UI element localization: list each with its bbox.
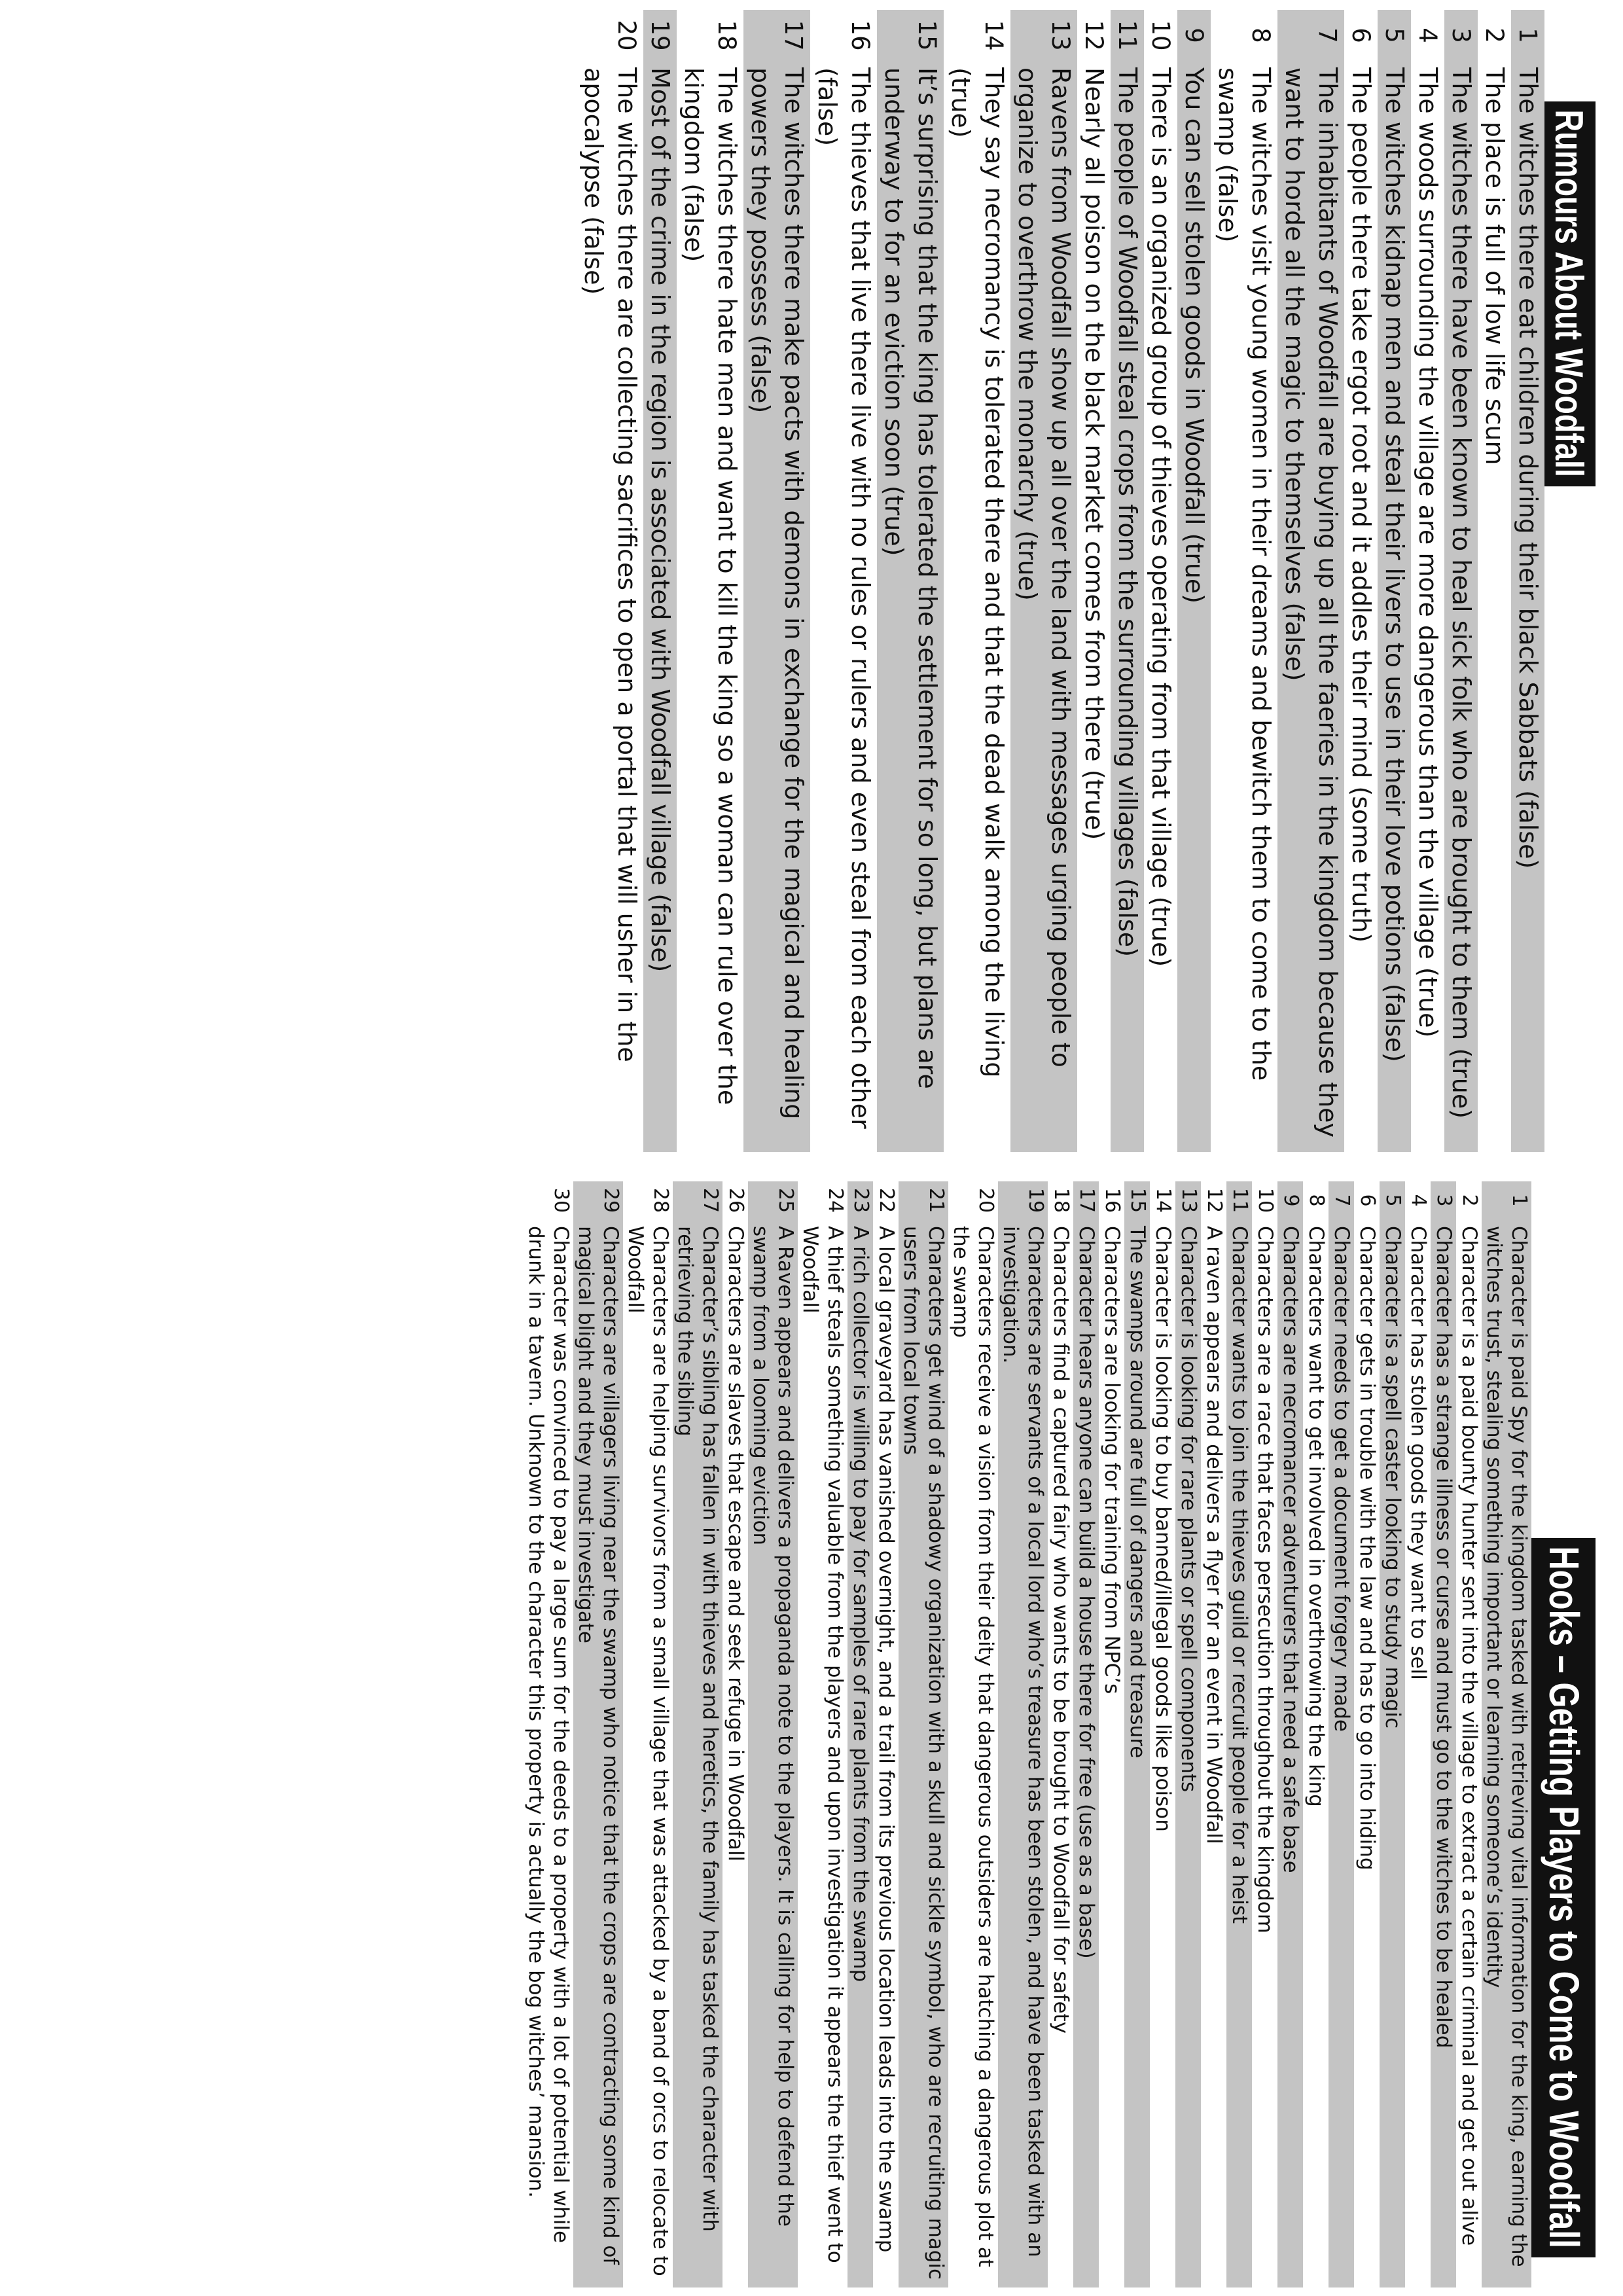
hook-row-text: Characters find a captured fairy who wants to be brought to Woodfall for safety <box>1049 1226 1073 2034</box>
hook-row-number: 4 <box>1407 1194 1430 1207</box>
hook-row-text: Character hears anyone can build a house there for free (use as a base) <box>1075 1226 1098 1959</box>
hook-row <box>1150 1181 1175 2287</box>
rumour-row-number: 12 <box>1080 20 1108 51</box>
hook-row <box>1482 1181 1531 2287</box>
hook-row-text: Character is paid Spy for the kingdom tasked with retrieving vital information for the king, earning the witches trust, stealing something important or learning someone’s identity <box>1482 1226 1531 2267</box>
hook-row <box>524 1181 573 2287</box>
hook-row-number: 6 <box>1356 1194 1379 1207</box>
hooks-list <box>524 1181 1531 2287</box>
rumour-row-text: The witches there are collecting sacrifices to open a portal that will usher in the apocalypse (false) <box>579 67 641 1062</box>
rumour-row-text: The witches visit young women in their dreams and bewitch them to come to the swamp (false) <box>1213 67 1275 1081</box>
rumour-row-text: The people there take ergot root and it addles their mind (some truth) <box>1347 67 1376 943</box>
rumour-row-number: 17 <box>779 20 808 51</box>
hook-row-number: 21 <box>925 1187 948 1213</box>
hook-row <box>623 1181 673 2287</box>
rumour-row-text: It’s surprising that the king has tolerated the settlement for so long, but plans are underway to for an eviction soon (true) <box>880 67 942 1089</box>
hook-row-text: Character’s sibling has fallen in with thieves and heretics, the family has tasked the character with retrieving the sibling <box>673 1226 722 2232</box>
rumour-row <box>1077 10 1111 1152</box>
rumour-row-number: 5 <box>1380 27 1408 43</box>
hook-row <box>798 1181 847 2287</box>
rumour-row <box>1010 10 1077 1152</box>
hook-row <box>1456 1181 1482 2287</box>
hook-row-text: Characters are slaves that escape and seek refuge in Woodfall <box>724 1226 747 1862</box>
rumour-row <box>1344 10 1378 1152</box>
hook-row <box>673 1181 722 2287</box>
rumour-row-text: The witches there have been known to heal sick folk who are brought to them (true) <box>1447 67 1476 1119</box>
rumour-row <box>677 10 743 1152</box>
rumour-row <box>1144 10 1177 1152</box>
hook-row <box>1303 1181 1329 2287</box>
hook-row-text: A raven appears and delivers a flyer for an event in Woodfall <box>1202 1226 1226 1844</box>
hook-row-number: 7 <box>1330 1194 1353 1207</box>
rumour-row-text: You can sell stolen goods in Woodfall (true) <box>1180 67 1209 604</box>
hook-row-number: 1 <box>1508 1194 1531 1207</box>
rumour-row <box>877 10 944 1152</box>
hook-row-number: 2 <box>1458 1194 1481 1207</box>
hook-row-text: A Raven appears and delivers a propaganda note to the players. It is calling for help to defend the swamp from a looming eviction <box>749 1226 797 2227</box>
hook-row <box>1354 1181 1380 2287</box>
hook-row-text: Character is looking for rare plants or spell components <box>1177 1226 1200 1793</box>
hook-row-text: Character wants to join the thieves guild or recruit people for a heist <box>1228 1226 1251 1924</box>
rumour-row-number: 20 <box>613 20 641 51</box>
hook-row <box>1073 1181 1099 2287</box>
hook-row-number: 17 <box>1075 1187 1098 1213</box>
hook-row-text: Character is looking to buy banned/illegal goods like poison <box>1151 1226 1175 1832</box>
hook-row-number: 13 <box>1177 1187 1200 1213</box>
rumour-row-number: 16 <box>846 20 874 51</box>
rumour-row <box>1378 10 1411 1152</box>
hook-row <box>1277 1181 1303 2287</box>
hook-row-text: Character was convinced to pay a large sum for the deeds to a property with a lot of potential while drunk in a tavern. Unknown to the character this property is actually the bog witches’ mansion. <box>524 1226 573 2244</box>
rumour-row-text: The thieves that live there live with no rules or rulers and even steal from each other (false) <box>813 67 875 1129</box>
hook-row-number: 3 <box>1433 1194 1455 1207</box>
rumour-row-number: 9 <box>1180 27 1208 43</box>
hook-row-text: Character gets in trouble with the law and has to go into hiding <box>1355 1226 1379 1871</box>
rumour-row <box>1277 10 1344 1152</box>
rumour-row-number: 2 <box>1480 27 1508 43</box>
rumour-row-number: 11 <box>1113 20 1141 51</box>
hook-row-text: Character has a strange illness or curse and must go to the witches to be healed <box>1432 1226 1455 2049</box>
hook-row-number: 14 <box>1152 1187 1175 1213</box>
rumour-row-text: The people of Woodfall steal crops from the surrounding villages (false) <box>1113 67 1142 957</box>
rumour-row-text: There is an organized group of thieves operating from that village (true) <box>1147 67 1175 967</box>
rumour-row <box>1211 10 1277 1152</box>
hook-row-number: 10 <box>1254 1187 1277 1213</box>
hook-row-number: 28 <box>649 1187 672 1213</box>
rumour-row <box>743 10 810 1152</box>
rumour-row-text: The witches there hate men and want to kill the king so a woman can rule over the kingdom (false) <box>679 67 741 1105</box>
rumour-row-text: Nearly all poison on the black market comes from there (true) <box>1080 67 1109 840</box>
hook-row <box>1099 1181 1124 2287</box>
rumour-row-number: 15 <box>913 20 941 51</box>
rumour-row <box>944 10 1010 1152</box>
hook-row <box>1252 1181 1277 2287</box>
hook-row-number: 5 <box>1382 1194 1404 1207</box>
hook-row-number: 19 <box>1024 1187 1047 1213</box>
rumour-row-text: The witches kidnap men and steal their livers to use in their love potions (false) <box>1380 67 1409 1062</box>
hook-row-text: Characters are necromancer adventurers that need a safe base <box>1279 1226 1302 1873</box>
hook-row <box>998 1181 1048 2287</box>
hook-row-text: Character is a spell caster looking to study magic <box>1381 1226 1404 1729</box>
hook-row-text: Characters are servants of a local lord who’s treasure has been stolen, and have been tasked with an investigation. <box>999 1226 1047 2257</box>
hook-row <box>1048 1181 1073 2287</box>
rumour-row-text: Ravens from Woodfall show up all over the land with messages urging people to organize to overthrow the monarchy (true) <box>1013 67 1075 1067</box>
rumour-row <box>1411 10 1444 1152</box>
hook-row-number: 23 <box>849 1187 872 1213</box>
rumour-row-number: 3 <box>1447 27 1475 43</box>
hook-row <box>873 1181 899 2287</box>
hooks-section <box>0 1181 1623 2287</box>
hook-row-number: 22 <box>875 1187 898 1213</box>
hook-row <box>748 1181 798 2287</box>
rumour-row <box>1511 10 1544 1152</box>
hook-row-text: Characters are helping survivors from a small village that was attacked by a band of orcs to relocate to Woodfall <box>624 1226 672 2276</box>
rumour-row <box>1478 10 1511 1152</box>
rumour-row-number: 7 <box>1313 27 1342 43</box>
hook-row-number: 11 <box>1228 1187 1251 1213</box>
hook-row-number: 15 <box>1126 1187 1149 1213</box>
hook-row-text: A rich collector is willing to pay for samples of rare plants from the swamp <box>849 1226 872 1982</box>
hook-row-text: Characters are villagers living near the swamp who notice that the crops are contracting some kind of magical blight and they must investigate <box>574 1226 622 2265</box>
hook-row-text: Characters get wind of a shadowy organization with a skull and sickle symbol, who are recruiting magic users from local towns <box>899 1226 948 2280</box>
rumours-list <box>577 10 1544 1152</box>
hook-row-number: 27 <box>699 1187 722 1213</box>
rumour-row-number: 10 <box>1147 20 1175 51</box>
rumours-section <box>0 10 1623 1152</box>
hook-row-number: 16 <box>1101 1187 1124 1213</box>
rumour-row <box>810 10 877 1152</box>
rumour-row-number: 1 <box>1514 27 1542 43</box>
hook-row-text: Character has stolen goods they want to sell <box>1406 1226 1430 1680</box>
hook-row <box>899 1181 948 2287</box>
rumour-row-text: The woods surrounding the village are more dangerous than the village (true) <box>1414 67 1442 1038</box>
hook-row <box>1380 1181 1405 2287</box>
rumour-row-number: 19 <box>646 20 674 51</box>
rumour-row <box>1111 10 1144 1152</box>
rumour-row-text: Most of the crime in the region is associated with Woodfall village (false) <box>646 67 675 973</box>
rumour-row <box>1444 10 1478 1152</box>
rumour-row <box>577 10 643 1152</box>
rumour-row <box>643 10 677 1152</box>
hook-row-text: Character is a paid bounty hunter sent into the village to extract a certain criminal and get out alive <box>1457 1226 1481 2246</box>
hook-row <box>1405 1181 1431 2287</box>
rumour-row <box>1177 10 1211 1152</box>
hook-row-text: Characters receive a vision from their deity that dangerous outsiders are hatching a dangerous plot at the swamp <box>949 1226 997 2267</box>
rumour-row-text: They say necromancy is tolerated there and that the dead walk among the living (true) <box>946 67 1008 1078</box>
hook-row-number: 12 <box>1203 1187 1226 1213</box>
hook-row-number: 24 <box>824 1187 847 1213</box>
hook-row-text: Characters are a race that faces persecution throughout the kingdom <box>1253 1226 1277 1933</box>
hook-row-text: The swamps around are full of dangers and treasure <box>1126 1226 1149 1759</box>
hook-row <box>1329 1181 1354 2287</box>
hook-row <box>1226 1181 1252 2287</box>
hook-row <box>722 1181 748 2287</box>
hook-row-number: 8 <box>1305 1194 1328 1207</box>
hook-row <box>1175 1181 1201 2287</box>
rumour-row-number: 13 <box>1046 20 1075 51</box>
hook-row-number: 30 <box>550 1187 573 1213</box>
rumour-row-text: The witches there make pacts with demons in exchange for the magical and healing powers they possess (false) <box>746 67 808 1120</box>
hook-row <box>573 1181 623 2287</box>
hook-row-text: Character needs to get a document forgery made <box>1330 1226 1353 1732</box>
rumours-title: Rumours About Woodfall <box>1541 101 1596 486</box>
hook-row-number: 9 <box>1279 1194 1302 1207</box>
hook-row <box>847 1181 873 2287</box>
hook-row-text: Characters want to get involved in overthrowing the king <box>1304 1226 1328 1807</box>
rumour-row-text: The place is full of low life scum <box>1480 67 1509 465</box>
rumour-row-number: 6 <box>1347 27 1375 43</box>
hook-row-number: 26 <box>724 1187 747 1213</box>
rumour-row-number: 4 <box>1414 27 1442 43</box>
hook-row <box>1201 1181 1226 2287</box>
hook-row <box>1124 1181 1150 2287</box>
hook-row-number: 18 <box>1050 1187 1073 1213</box>
hook-row-number: 20 <box>974 1187 997 1213</box>
rumour-row-number: 14 <box>980 20 1008 51</box>
hook-row <box>948 1181 998 2287</box>
rumour-row-text: The witches there eat children during their black Sabbats (false) <box>1514 67 1543 869</box>
rumour-row-text: The inhabitants of Woodfall are buying up all the faeries in the kingdom because they want to horde all the magic to themselves (false) <box>1280 67 1342 1138</box>
hook-row <box>1431 1181 1456 2287</box>
rumour-row-number: 18 <box>713 20 741 51</box>
hook-row-number: 29 <box>599 1187 622 1213</box>
rumour-row-number: 8 <box>1247 27 1275 43</box>
hook-row-number: 25 <box>774 1187 797 1213</box>
hooks-title: Hooks – Getting Players to Come to Woodfall <box>1531 1538 1596 2257</box>
hook-row-text: A thief steals something valuable from the players and upon investigation it appears the thief went to Woodfall <box>798 1226 847 2263</box>
hook-row-text: A local graveyard has vanished overnight, and a trail from its previous location leads into the swamp <box>874 1226 898 2253</box>
hook-row-text: Characters are looking for training from NPC’s <box>1100 1226 1124 1695</box>
